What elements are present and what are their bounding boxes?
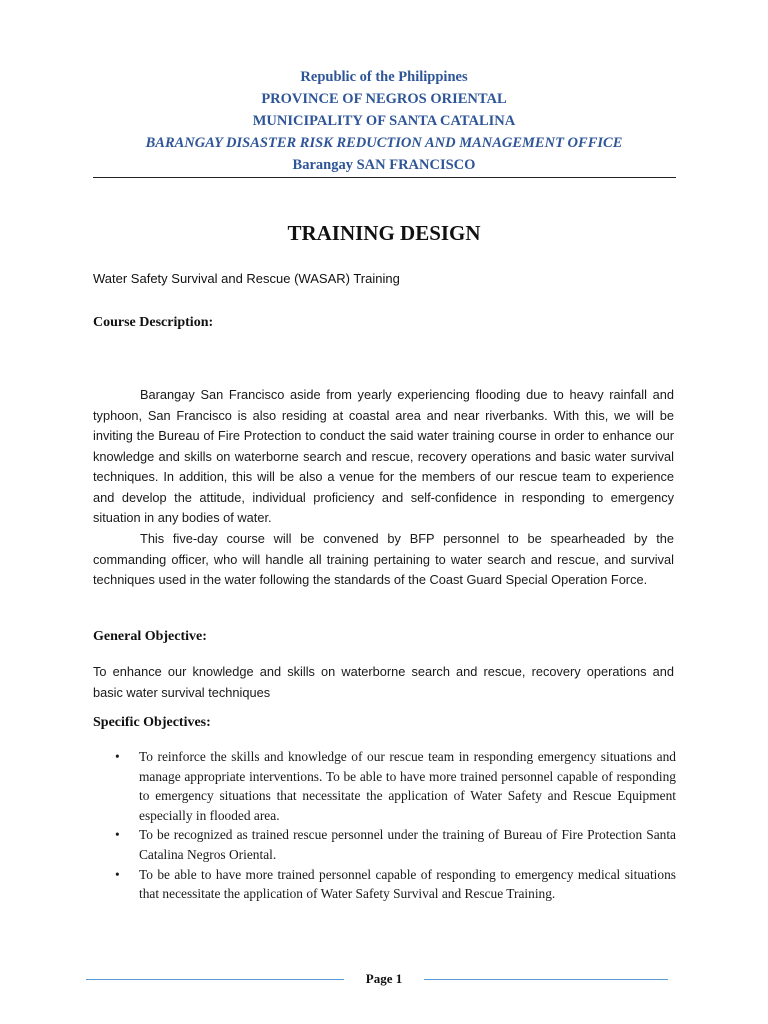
objective-text: To be able to have more trained personnel capable of responding to emergency medical situations that necessitate the application of Water Safety Survival and Rescue Training. [139,866,676,902]
document-subtitle: Water Safety Survival and Rescue (WASAR) Training [93,271,400,286]
bullet-icon: • [115,827,120,843]
page-number: Page 1 [365,971,403,986]
footer-divider-left [86,979,344,980]
header-republic: Republic of the Philippines [300,69,468,85]
objective-text: To be recognized as trained rescue personnel under the training of Bureau of Fire Protection Santa Catalina Negros Oriental. [139,827,676,862]
list-item [93,825,676,864]
list-item [93,747,676,825]
header-municipality: MUNICIPALITY OF SANTA CATALINA [252,113,516,129]
bullet-icon: • [115,866,120,882]
general-objective-heading: General Objective: [93,629,207,644]
bullet-icon: • [115,749,120,764]
specific-objectives-list [93,747,676,904]
specific-objectives-heading: Specific Objectives: [93,715,211,730]
document-title: TRAINING DESIGN [287,221,481,245]
list-item [93,865,676,904]
footer-divider-right [424,979,668,980]
header-barangay: Barangay SAN FRANCISCO [292,157,476,173]
header-divider [93,177,676,178]
general-objective-text: To enhance our knowledge and skills on waterborne search and rescue, recovery operations and basic water survival techniques [93,664,674,700]
objective-text: To reinforce the skills and knowledge of our rescue team in responding emergency situations and manage appropriate interventions. To be able to have more trained personnel capable of responding to emergency situations that necessitate the application of Water Safety and Rescue Equipment especially in flooded area. [139,749,676,823]
header-office: BARANGAY DISASTER RISK REDUCTION AND MANAGEMENT OFFICE [145,135,623,151]
course-description-paragraph-2: This five-day course will be convened by BFP personnel to be spearheaded by the commanding officer, who will handle all training pertaining to water search and rescue, and survival techniques used in the water following the standards of the Coast Guard Special Operation Force. [93,531,674,587]
header-province: PROVINCE OF NEGROS ORIENTAL [261,91,507,107]
course-description-paragraph-1: Barangay San Francisco aside from yearly experiencing flooding due to heavy rainfall and typhoon, San Francisco is also residing at coastal area and near riverbanks. With this, we will be inviting the Bureau of Fire Protection to conduct the said water training course in order to enhance our knowledge and skills on waterborne search and rescue, recovery operations and basic water survival techniques. In addition, this will be also a venue for the members of our rescue team to experience and develop the attitude, individual proficiency and self-confidence in responding to emergency situation in any bodies of water. [93,387,674,525]
course-description-heading: Course Description: [93,315,214,330]
